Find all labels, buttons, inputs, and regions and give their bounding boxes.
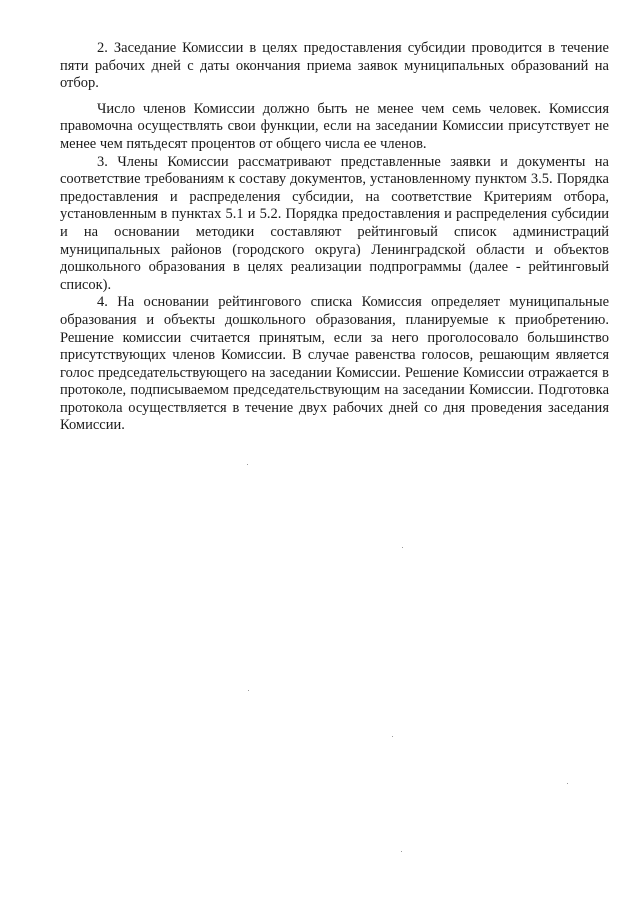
scan-speck (401, 851, 402, 852)
scan-speck (402, 547, 403, 548)
scan-speck (247, 464, 248, 465)
document-body (60, 40, 609, 435)
scan-speck (392, 736, 393, 737)
paragraph-2-meeting-timing: 2. Заседание Комиссии в целях предоставления субсидии проводится в течение пяти рабочих дней с даты окончания приема заявок муниципальных образований на отбор. (60, 40, 609, 92)
scan-speck (248, 690, 249, 691)
scan-speck (567, 783, 568, 784)
paragraph-quorum: Число членов Комиссии должно быть не менее чем семь человек. Комиссия правомочна осуществлять свои функции, если на заседании Комиссии присутствует не менее чем пятьдесят процентов от общего числа ее членов. (60, 100, 609, 152)
paragraph-3-review: 3. Члены Комиссии рассматривают представленные заявки и документы на соответствие требованиям к составу документов, установленному пунктом 3.5. Порядка предоставления и распределения субсидии, на соответствие Критериям отбора, установленным в пунктах 5.1 и 5.2. Порядка предоставления и распределения субсидии и на основании методики составляют рейтинговый список администраций муниципальных районов (городского округа) Ленинградской области и объектов дошкольного образования в целях реализации подпрограммы (далее - рейтинговый список). (60, 153, 609, 293)
paragraph-4-decision: 4. На основании рейтингового списка Комиссия определяет муниципальные образования и объекты дошкольного образования, планируемые к приобретению. Решение комиссии считается принятым, если за него проголосовало большинство присутствующих членов Комиссии. В случае равенства голосов, решающим является голос председательствующего на заседании Комиссии. Решение Комиссии отражается в протоколе, подписываемом председательствующим на заседании Комиссии. Подготовка протокола осуществляется в течение двух рабочих дней со дня проведения заседания Комиссии. (60, 294, 609, 434)
